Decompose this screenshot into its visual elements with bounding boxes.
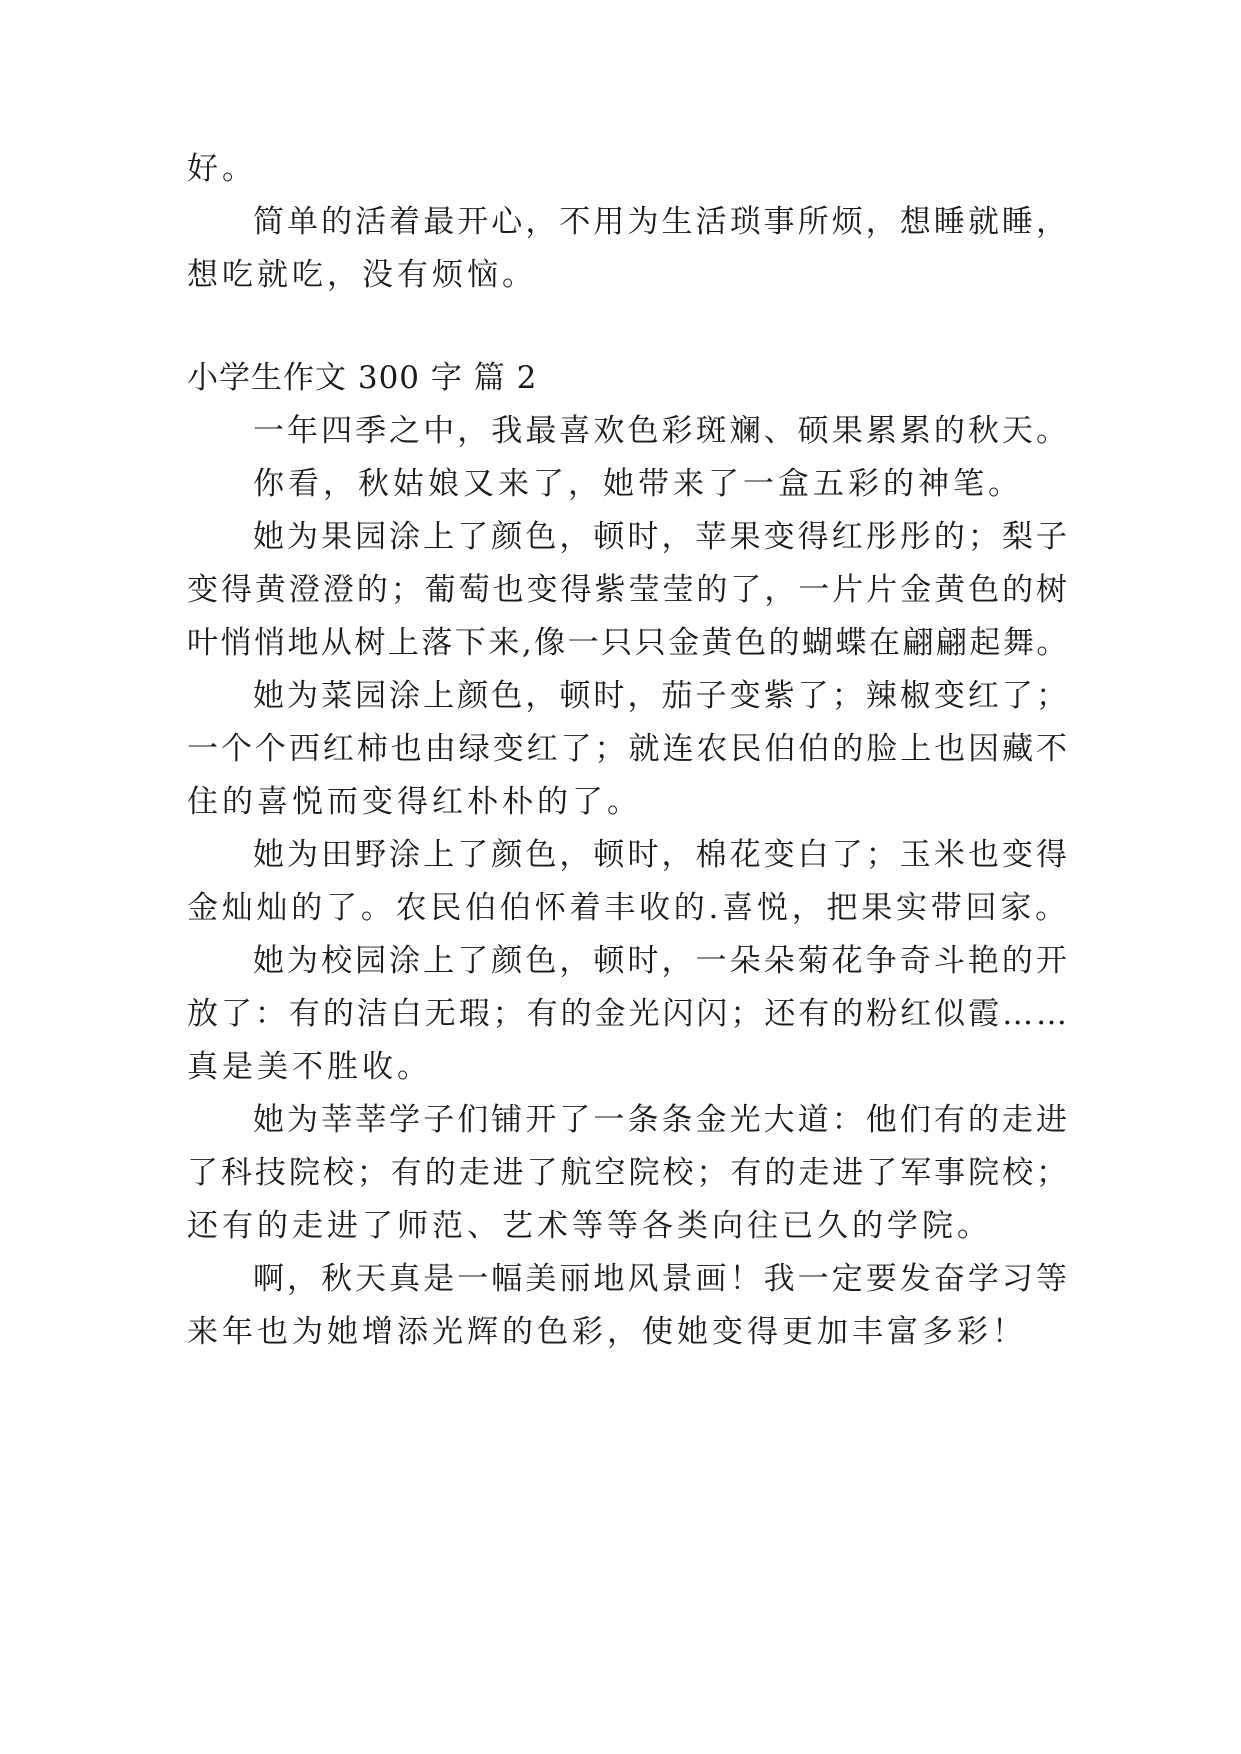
text-line: 叶悄悄地从树上落下来,像一只只金黄色的蝴蝶在翩翩起舞。 (187, 625, 1070, 661)
text-line: 一年四季之中，我最喜欢色彩斑斓、硕果累累的秋天。 (253, 413, 1070, 449)
text-line: 简单的活着最开心，不用为生活琐事所烦，想睡就睡， (253, 204, 1070, 240)
text-line: 住的喜悦而变得红朴朴的了。 (187, 784, 642, 820)
text-line: 一个个西红柿也由绿变红了；就连农民伯伯的脸上也因藏不 (187, 731, 1070, 767)
text-line: 她为果园涂上了颜色，顿时，苹果变得红彤彤的；梨子 (253, 519, 1070, 555)
text-line: 真是美不胜收。 (187, 1049, 432, 1085)
text-line: 你看，秋姑娘又来了，她带来了一盒五彩的神笔。 (253, 466, 1023, 502)
text-line: 她为校园涂上了颜色，顿时，一朵朵菊花争奇斗艳的开 (253, 943, 1070, 979)
text-line: 她为菜园涂上颜色，顿时，茄子变紫了；辣椒变红了； (253, 678, 1070, 714)
text-line: 想吃就吃，没有烦恼。 (187, 257, 537, 293)
text-line: 放了：有的洁白无瑕；有的金光闪闪；还有的粉红似霞…… (187, 996, 1070, 1032)
text-line: 来年也为她增添光辉的色彩，使她变得更加丰富多彩！ (187, 1314, 1027, 1350)
text-line: 了科技院校；有的走进了航空院校；有的走进了军事院校； (187, 1155, 1070, 1191)
text-line: 变得黄澄澄的；葡萄也变得紫莹莹的了，一片片金黄色的树 (187, 572, 1070, 608)
text-line: 她为莘莘学子们铺开了一条条金光大道：他们有的走进 (253, 1102, 1070, 1138)
section-heading: 小学生作文 300 字 篇 2 (187, 360, 538, 396)
text-line: 金灿灿的了。农民伯伯怀着丰收的.喜悦，把果实带回家。 (187, 890, 1070, 926)
text-line: 她为田野涂上了颜色，顿时，棉花变白了；玉米也变得 (253, 837, 1070, 873)
text-line: 啊，秋天真是一幅美丽地风景画！我一定要发奋学习等 (253, 1261, 1070, 1297)
text-line: 好。 (187, 151, 257, 187)
text-line: 还有的走进了师范、艺术等等各类向往已久的学院。 (187, 1208, 992, 1244)
